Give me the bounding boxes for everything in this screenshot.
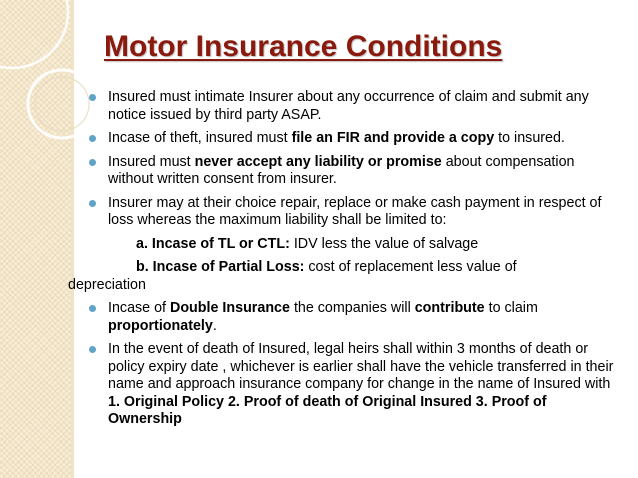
bullet-emphasis: proportionately [108, 317, 213, 334]
sub-item-heading: b. Incase of Partial Loss: [136, 259, 305, 275]
bullet-emphasis: Double Insurance [170, 300, 290, 316]
sub-item [68, 259, 618, 294]
bullet-dot-icon [89, 94, 96, 101]
bullet-text: to claim [484, 300, 538, 316]
bullet-item [88, 300, 618, 335]
bullet-text: Incase of theft, insured must [108, 130, 292, 146]
bullet-item [88, 195, 618, 230]
bullet-text: to insured. [494, 130, 565, 146]
bullet-text: In the event of death of Insured, legal heirs shall within 3 months of death or policy expiry date , whichever is earlier shall have the vehicle transferred in their name and approach insurance company for change in the name of Insured with [108, 341, 614, 392]
bullet-text: about compensation without written consent from insurer. [108, 153, 575, 187]
sub-item-continuation: depreciation [68, 276, 146, 293]
bullet-text: the companies will [289, 300, 415, 316]
slide-content [68, 89, 618, 435]
slide-title: Motor Insurance Conditions [104, 30, 503, 63]
sub-item-text: IDV less the value of salvage [289, 235, 479, 252]
bullet-item [88, 130, 618, 148]
bullet-emphasis: never accept any liability or promise [194, 153, 442, 170]
bullet-dot-icon [89, 135, 96, 142]
bullet-item [88, 341, 618, 429]
bullet-dot-icon [89, 200, 96, 207]
bullet-emphasis: 1. Original Policy 2. Proof of death of Original Insured 3. Proof of Ownership [108, 393, 547, 427]
bullet-text: Insured must intimate Insurer about any occurrence of claim and submit any notice issued by third party ASAP. [108, 89, 589, 123]
bullet-text: Incase of [108, 300, 170, 316]
bullet-item [88, 89, 618, 124]
sub-item-heading: a. Incase of TL or CTL: [136, 235, 290, 252]
bullet-text: . [212, 317, 217, 334]
bullet-text: Insurer may at their choice repair, replace or make cash payment in respect of loss whereas the maximum liability shall be limited to: [108, 194, 602, 228]
sub-item [88, 236, 618, 254]
bullet-text: Insured must [108, 153, 195, 170]
bullet-item [88, 154, 618, 189]
bullet-dot-icon [89, 159, 96, 166]
bullet-dot-icon [89, 346, 96, 353]
bullet-emphasis: file an FIR and provide a copy [291, 130, 495, 146]
bullet-dot-icon [89, 305, 96, 312]
bullet-emphasis: contribute [414, 300, 485, 316]
sub-item-text: cost of replacement less value of [304, 259, 517, 275]
